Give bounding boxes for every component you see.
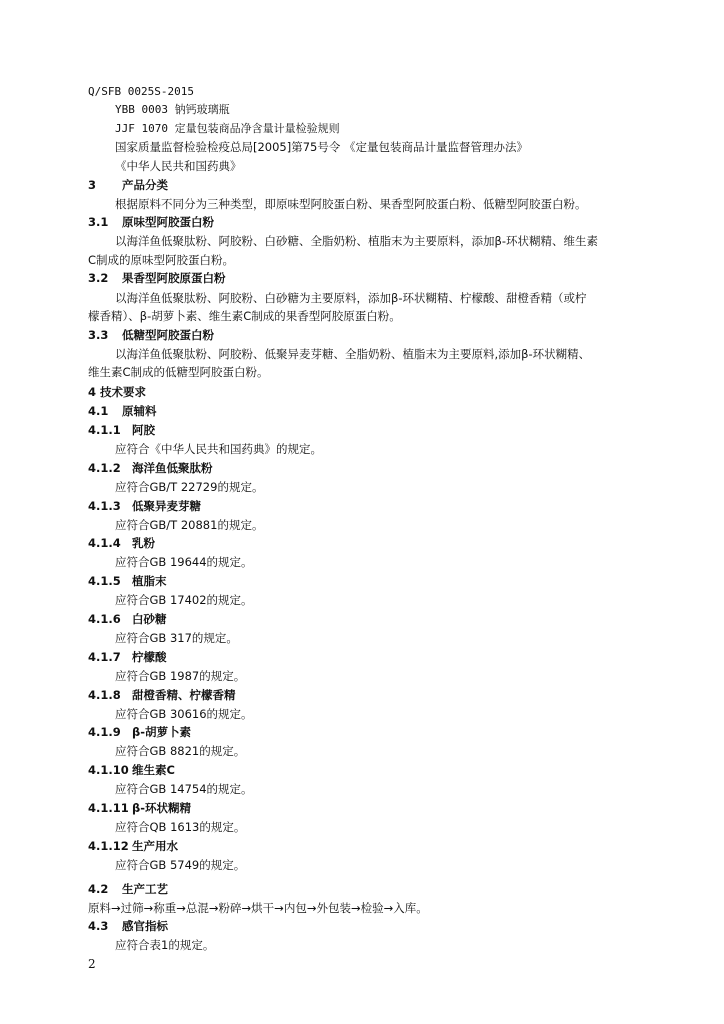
item-title: 乳粉 [132, 536, 155, 550]
item-heading [88, 838, 178, 854]
item-requirement: 应符合GB 8821的规定。 [115, 744, 246, 758]
subsection-title: 原味型阿胶蛋白粉 [122, 215, 214, 229]
section-heading: 4 技术要求 [88, 385, 147, 399]
item-number: 4.1.10 [88, 763, 129, 777]
subsection-title: 低糖型阿胶蛋白粉 [122, 328, 214, 342]
item-requirement: 应符合GB/T 20881的规定。 [115, 518, 264, 532]
reference-item: 国家质量监督检验检疫总局[2005]第75号令 《定量包装商品计量监督管理办法》 [115, 140, 529, 154]
paragraph-line: 根据原料不同分为三种类型，即原味型阿胶蛋白粉、果香型阿胶蛋白粉、低糖型阿胶蛋白粉。 [115, 197, 587, 211]
item-number: 4.1.4 [88, 536, 121, 550]
paragraph-line: 檬香精）、β-胡萝卜素、维生素C制成的果香型阿胶原蛋白粉。 [88, 309, 401, 323]
item-title: β-环状糊精 [132, 801, 192, 815]
item-requirement: 应符合GB 17402的规定。 [115, 593, 253, 607]
item-title: 柠檬酸 [132, 650, 167, 664]
item-title: 甜橙香精、柠檬香精 [132, 688, 236, 702]
item-title: β-胡萝卜素 [132, 725, 192, 739]
item-heading [88, 611, 167, 627]
item-number: 4.1.1 [88, 423, 121, 437]
item-number: 4.1.12 [88, 839, 129, 853]
subsection-number: 4.1 [88, 404, 109, 418]
subsection-title: 生产工艺 [122, 882, 168, 896]
item-number: 4.1.6 [88, 612, 121, 626]
subsection-heading [88, 403, 157, 419]
subsection-number: 3.2 [88, 271, 109, 285]
reference-item: JJF 1070 定量包装商品净含量计量检验规则 [115, 122, 340, 135]
item-title: 白砂糖 [132, 612, 167, 626]
item-requirement: 应符合《中华人民共和国药典》的规定。 [115, 442, 322, 456]
item-requirement: 应符合GB 5749的规定。 [115, 858, 246, 872]
item-heading [88, 800, 191, 816]
subsection-number: 3.1 [88, 215, 109, 229]
subsection-heading [88, 270, 226, 286]
item-number: 4.1.5 [88, 574, 121, 588]
item-number: 4.1.2 [88, 461, 121, 475]
section-number: 3 [88, 178, 97, 192]
item-requirement: 应符合GB/T 22729的规定。 [115, 480, 264, 494]
item-requirement: 应符合GB 19644的规定。 [115, 555, 253, 569]
item-title: 海洋鱼低聚肽粉 [132, 461, 213, 475]
item-heading [88, 687, 236, 703]
paragraph-line: 维生素C制成的低糖型阿胶蛋白粉。 [88, 365, 269, 379]
process-flow: 原料→过筛→称重→总混→粉碎→烘干→内包→外包装→检验→入库。 [88, 901, 428, 915]
item-requirement: 应符合GB 14754的规定。 [115, 782, 253, 796]
item-heading [88, 762, 175, 778]
item-heading [88, 649, 167, 665]
subsection-title: 感官指标 [122, 919, 168, 933]
item-number: 4.1.9 [88, 725, 121, 739]
paragraph-line: 以海洋鱼低聚肽粉、阿胶粉、白砂糖为主要原料，添加β-环状糊精、柠檬酸、甜橙香精（或柠 [115, 291, 587, 305]
item-heading [88, 460, 213, 476]
page-number: 2 [88, 957, 96, 971]
subsection-title: 原辅料 [122, 404, 157, 418]
item-title: 生产用水 [132, 839, 178, 853]
item-requirement: 应符合GB 1987的规定。 [115, 669, 246, 683]
subsection-number: 3.3 [88, 328, 109, 342]
paragraph-line: 以海洋鱼低聚肽粉、阿胶粉、低聚异麦芽糖、全脂奶粉、植脂末为主要原料,添加β-环状糊精、 [115, 347, 591, 361]
item-number: 4.1.3 [88, 499, 121, 513]
subsection-heading [88, 881, 168, 897]
doc-code: Q/SFB 0025S-2015 [88, 85, 194, 98]
item-heading [88, 573, 167, 589]
subsection-number: 4.3 [88, 919, 109, 933]
subsection-number: 4.2 [88, 882, 109, 896]
item-title: 阿胶 [132, 423, 155, 437]
subsection-heading [88, 214, 214, 230]
item-number: 4.1.7 [88, 650, 121, 664]
reference-item: 《中华人民共和国药典》 [115, 159, 242, 173]
subsection-heading [88, 918, 168, 934]
section-heading [88, 177, 168, 193]
item-heading [88, 535, 155, 551]
paragraph-line: 以海洋鱼低聚肽粉、阿胶粉、白砂糖、全脂奶粉、植脂末为主要原料，添加β-环状糊精、维生素 [115, 234, 598, 248]
paragraph-line: C制成的原味型阿胶蛋白粉。 [88, 253, 235, 267]
paragraph-line: 应符合表1的规定。 [115, 938, 215, 952]
subsection-title: 果香型阿胶原蛋白粉 [122, 271, 226, 285]
item-title: 维生素C [132, 763, 175, 777]
subsection-heading [88, 327, 214, 343]
item-requirement: 应符合GB 30616的规定。 [115, 707, 253, 721]
section-title: 产品分类 [122, 178, 168, 192]
item-number: 4.1.8 [88, 688, 121, 702]
item-heading [88, 422, 155, 438]
item-heading [88, 498, 201, 514]
item-title: 低聚异麦芽糖 [132, 499, 201, 513]
item-number: 4.1.11 [88, 801, 129, 815]
item-requirement: 应符合QB 1613的规定。 [115, 820, 246, 834]
item-title: 植脂末 [132, 574, 167, 588]
reference-item: YBB 0003 钠钙玻璃瓶 [115, 103, 230, 116]
item-requirement: 应符合GB 317的规定。 [115, 631, 238, 645]
item-heading [88, 724, 191, 740]
